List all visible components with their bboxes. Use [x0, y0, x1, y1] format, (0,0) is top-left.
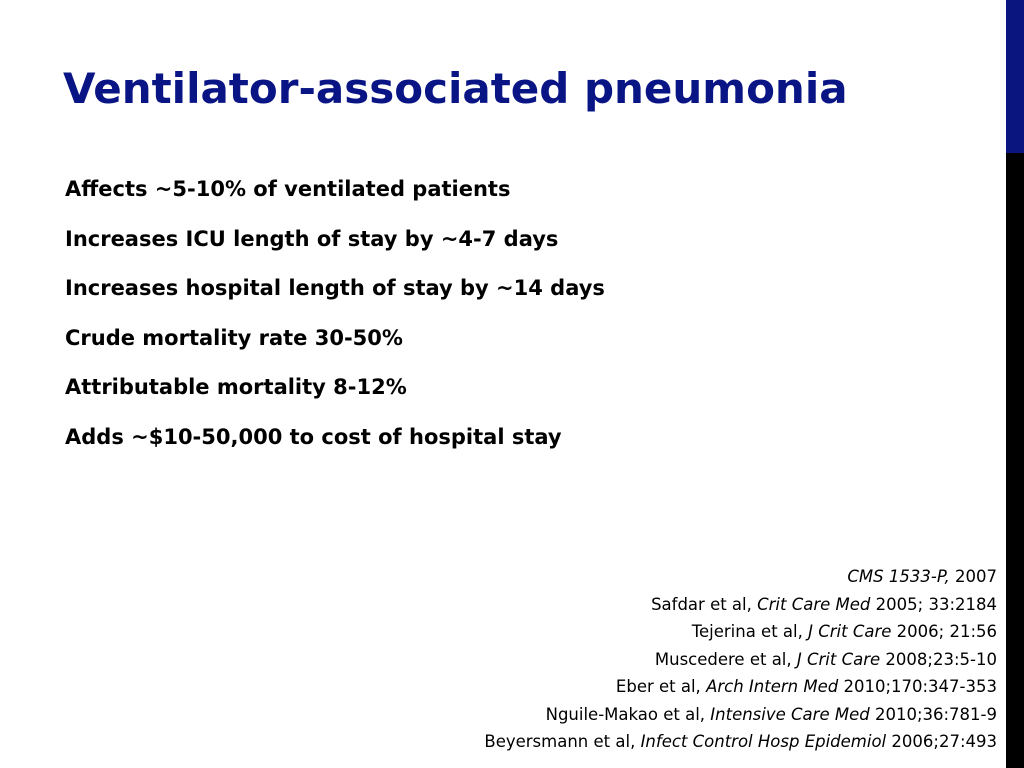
bullet-item: Attributable mortality 8-12% [65, 375, 407, 400]
reference-journal: Arch Intern Med [706, 677, 839, 696]
reference-journal: Infect Control Hosp Epidemiol [640, 732, 887, 751]
bullet-list [65, 175, 605, 473]
reference-item [484, 673, 997, 701]
reference-item [484, 563, 997, 591]
slide-title: Ventilator-associated pneumonia [63, 64, 848, 113]
reference-journal: Crit Care Med [757, 594, 871, 614]
reference-details: 2006; 21:56 [891, 622, 997, 641]
reference-authors: Beyersmann et al, [484, 732, 641, 751]
reference-details: 2005; 33:2184 [870, 594, 997, 614]
right-edge-bar [1006, 0, 1024, 768]
reference-details: 2010;170:347-353 [838, 677, 997, 696]
right-edge-bar-accent [1006, 0, 1024, 153]
reference-details: 2006;27:493 [886, 732, 997, 751]
reference-authors: Muscedere et al, [654, 649, 797, 669]
reference-details: 2010;36:781-9 [869, 704, 997, 724]
reference-journal: J Crit Care [796, 649, 881, 669]
reference-item [484, 701, 997, 729]
reference-details: 2007 [949, 567, 997, 586]
references [484, 563, 997, 756]
reference-item [484, 728, 997, 756]
reference-authors: Eber et al, [615, 677, 707, 696]
reference-authors: Tejerina et al, [691, 622, 809, 641]
bullet-item: Increases hospital length of stay by ~14 days [65, 276, 605, 301]
reference-journal: J Crit Care [808, 622, 892, 641]
bullet-item: Crude mortality rate 30-50% [65, 325, 403, 350]
reference-item [484, 591, 997, 619]
reference-authors: Nguile-Makao et al, [545, 704, 711, 724]
bullet-item: Increases ICU length of stay by ~4-7 days [65, 226, 559, 251]
reference-authors: Safdar et al, [651, 594, 758, 614]
reference-details: 2008;23:5-10 [880, 649, 997, 669]
bullet-item: Affects ~5-10% of ventilated patients [65, 177, 511, 201]
reference-journal: CMS 1533-P, [847, 567, 950, 586]
reference-item [484, 646, 997, 674]
reference-item [484, 618, 997, 646]
reference-journal: Intensive Care Med [710, 704, 870, 724]
bullet-item: Adds ~$10-50,000 to cost of hospital stay [65, 424, 562, 449]
